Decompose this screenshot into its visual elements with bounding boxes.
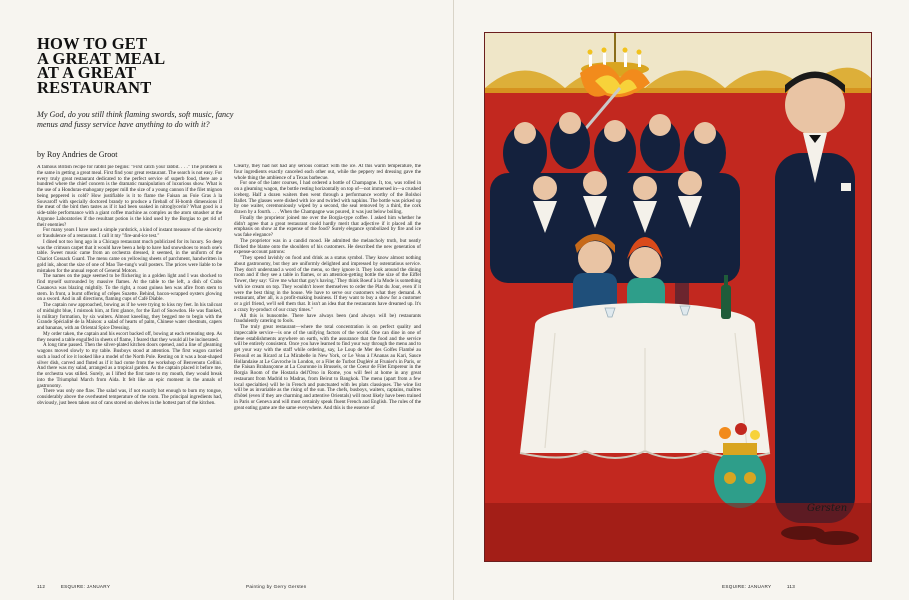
body-paragraph: The truly great restaurant—where the total concentration is on perfect quality and impeccable service—is one of the unifying factors of the world. One can dine in one of these establishments anywhere on earth, with the assurance that the food and the service will be entirely consistent. Once you have learned to find your way through the menu and to get your way with the staff while ordering, say, Le Loup de Mer des Golfes Flambé au Fenouil et au Ricard at La Mirabelle in New York, or Le Veau à l'Ananas au Kari, Sauce Hollandaise at Le Gavroche in London, or a Filet de Turbot Dugléré at Frunier's in Paris, or the Faisan Brabançonne at La Couronne in Brussels, or the Coeur de Filet Empereur in the Borgia Room of the Hostaria dell'Orso in Rome, you will feel at home in any great restaurant from Madrid to Madras, from Beirut to Bangkok. The menu (apart from a few local specialties) will be in French and punctuated with les plats classiques. The wine list will be as invariable as the rising of the sun. The chefs, busboys, waiters, captains, maîtres d'hôtel (even if they are charming and attentive Orientals) will most likely have been trained in Paris or Geneva and will most certainly speak fluent French and English. The rules of the great eating game are the same everywhere. And this is the essence of bbox=[234, 324, 421, 411]
title-line: RESTAURANT bbox=[37, 77, 152, 97]
body-paragraph: I dined not too long ago in a Chicago restaurant much publicized for its luxury. So deep was the crimson carpet that it would have been a help to have had snowshoes to reach one's table. Sweet music came from an orchestra dressed, it seemed, in the uniform of the Chariot Cossack Guard. The menu came on yellowing sheets of parchment, handwritten in gold ink, about the size of one of Mao Tse-tung's wall posters. The prices were liable to be mistaken for the annual report of General Motors. bbox=[37, 238, 222, 274]
magazine-name: ESQUIRE: JANUARY bbox=[60, 584, 111, 589]
page-number: 112 bbox=[37, 584, 46, 589]
body-paragraph: The captain now approached, bowing as if he were trying to kiss my feet. In his tailcoat of midnight blue, I mistook him, at first glance, for the Earl of Snowdon. He was flanked, is military formation, by six waiters. Almost kneeling, they begged me to begin with the Grande Spécialité de la Maison: a salad of hearts of palm, Chinese water chestnuts, capers and bananas, with an Oriental Spice Dressing. bbox=[37, 302, 222, 331]
artist-signature: Gersten bbox=[807, 503, 848, 514]
body-paragraph: For one of the later courses, I had ordered a bottle of Champagne. It, too, was rolled in on a gleaming wagon, the bottle resting horizontally on top of—not immersed in—a crushed iceberg. Half a dozen waiters then went through a performance worthy of the Bolshoi Ballet. The glasses were dished with ice and twirled with napkins. The bottle was picked up by one waiter, ceremoniously wiped by a second, the seal removed by a third, the cork drawn by a fourth. . . . When the Champagne was poured, it was just below boiling. bbox=[234, 180, 421, 215]
body-paragraph: Finally the proprietor joined me over the Borgia-type coffee. I asked him whether he didn't agree that a great restaurant could hardly merit that adjective if it placed all the emphasis on show at the expense of the food? Surely elegance symbolized by fire and ice was fake elegance? bbox=[234, 214, 421, 238]
title-line: AT A GREAT bbox=[37, 63, 137, 82]
body-paragraph: A long time passed. Then the silver-plated kitchen doors opened, and a line of gleaming wagons moved slowly to my table. Busboys stood at attention. The first wagon carried such a load of ice it looked like a model of the North Pole. Resting on it was a boat-shaped silver dish, carved and fluted as if it had come from the workshop of Benvenuto Cellini. And there was my salad, arranged as a tropical garden. As the captain placed it before me, the orchestra was stilled. Surely, as I lifted the first taste to my mouth, they would break into the Triumphal March from Aida. It felt like an epic moment in the annals of gastronomy. bbox=[37, 342, 222, 389]
left-page bbox=[0, 0, 454, 600]
title-line: A GREAT MEAL bbox=[37, 48, 166, 68]
title-line: HOW TO GET bbox=[37, 34, 148, 53]
restaurant-painting bbox=[484, 32, 872, 562]
body-column-left bbox=[37, 165, 222, 577]
body-paragraph: The proprietor was in a candid mood. He admitted the melancholy truth, but neatly flicked the blame onto the shoulders of his customers. He described the new generation of expense-account patrons: bbox=[234, 237, 421, 256]
article-title bbox=[37, 34, 217, 97]
dining-table bbox=[520, 303, 770, 458]
painting-svg bbox=[485, 33, 871, 561]
body-paragraph: My order taken, the captain and his escort backed off, bowing at each retreating step. As they neared a table engulfed in sheets of flame, I feared that they would all be incinerated. bbox=[37, 330, 222, 343]
byline: by Roy Andries de Groot bbox=[37, 150, 118, 159]
body-paragraph: There was only one flaw. The salad was, if not exactly hot enough to burn my tongue, considerably above the overheated temperature of the room. The principal ingredients had, obviously, just been taken out of cans stored on shelves in the hottest part of the kitchen. bbox=[37, 388, 222, 406]
left-folio bbox=[37, 584, 110, 589]
body-paragraph: The names on the page seemed to be flickering in a golden light and I was shocked to find myself surrounded by massive flames. At the table to the left, a dish of Crabs Casanova was blazing mightily. To the right, a roast guinea hen was afire from stem to stern. In front, a burnt offering of crêpes Suzette. Behind, bacon-wrapped oysters glowing on a sword. And in all directions, flaming cups of Café Diable. bbox=[37, 273, 222, 303]
body-paragraph: Clearly, they had not had any serious contact with the ice. At this warm temperature, the four ingredients exactly canceled each other out, while the peppery red dressing gave the whole thing the ambience of a Texas barbecue. bbox=[234, 164, 421, 181]
body-paragraph: "They spend lavishly on food and drink as a status symbol. They know almost nothing about gastronomy, but they are uniformly delighted and impressed by ostentatious service. They don't understand a word of the menu, so they ignore it. They look around the dining room and if they see a table in flames, or an attention-getting bottle the size of the Eiffel Tower, they say: 'Give me what that guy's having.' They think Boeuf à la Mode is something with ice cream on top. They wouldn't lower themselves to order the Plat du Jour, even if it were the best thing in the house. We have to serve our customers what they demand. A restaurant, after all, is a profit-making business. If they want to buy a show for a customer or a girl friend, we'll sell them that. It isn't an idea that the restaurants have dreamed up. It's a crazy by-product of our crazy times." bbox=[234, 255, 421, 313]
body-paragraph: For many years I have used a simple yardstick, a kind of instant measure of the sincerity or fraudulence of a restaurant. I call it my "fire-and-ice test." bbox=[37, 227, 222, 239]
page-number: 113 bbox=[786, 584, 796, 589]
body-paragraph: A famous British recipe for rabbit pie begins: "First catch your rabbit. . . ." The problem is the same in getting a great meal. First find your great restaurant. The search is not easy. For every truly great restaurant dedicated to the perfect service of superb food, there are a hundred where the chief concern is the dramatic manipulation of luxurious show. What is the use of a Honduras-mahogany pepper mill the size of a young cannon if the filet mignon being peppered is cold? How justifiable is it to flame the Faisan au Foie Gras à la Souvaroff with specially doctored brandy to produce a fireball of H-bomb dimensions if the meat of the bird then tastes as if it had been soaked in nitroglycerin? What good is a side-table performance with a giant coffee machine as complex as the atom smasher at the Argonne Laboratories if the resultant potion is the kind used by the Borgias to get rid of their enemies? bbox=[37, 165, 222, 228]
body-column-middle bbox=[234, 164, 421, 576]
article-subtitle: My God, do you still think flaming swords, soft music, fancy menus and fussy service have anything to do with it? bbox=[37, 110, 234, 129]
illustration-credit: Painting by Gerry Gersten bbox=[246, 584, 307, 589]
right-folio bbox=[722, 584, 795, 589]
magazine-name: ESQUIRE: JANUARY bbox=[722, 584, 772, 589]
body-paragraph: All this is bunsombe. There have always been (and always will be) restaurants fraudulently catering to fools. bbox=[234, 312, 421, 325]
